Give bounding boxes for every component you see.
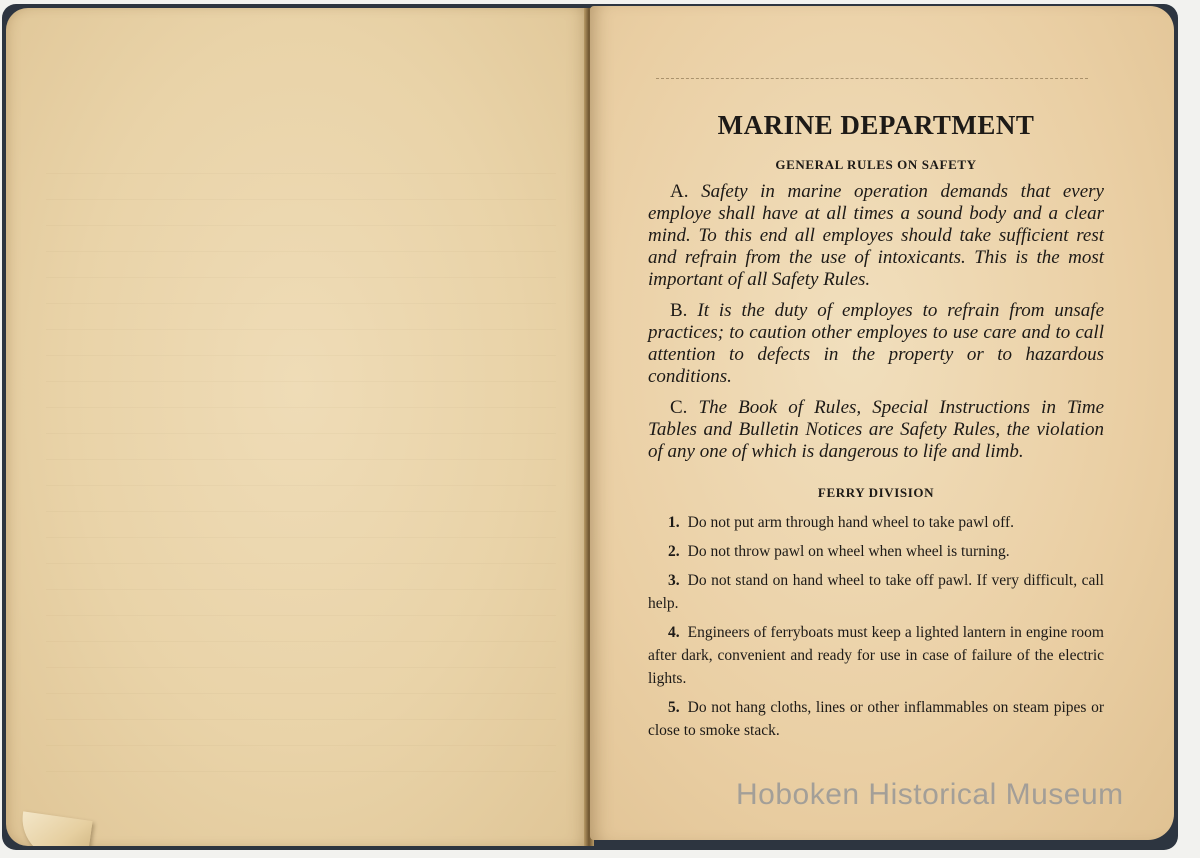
page-subtitle: GENERAL RULES ON SAFETY <box>775 157 977 172</box>
safety-rule-a <box>648 181 1104 291</box>
ferry-rule-3 <box>648 569 1104 615</box>
rule-text: Safety in marine operation demands that every employe shall have at all times a sound body and a clear mind. To this end all employes should take sufficient rest and refrain from the use of intoxicants. This is the most important of all Safety Rules. <box>648 181 1104 290</box>
rule-text: Do not put arm through hand wheel to take pawl off. <box>687 514 1015 531</box>
page-content <box>648 110 1104 748</box>
rule-number: 4. <box>668 624 680 641</box>
ferry-rule-5 <box>648 696 1104 742</box>
rule-text: Engineers of ferryboats must keep a lighted lantern in engine room after dark, convenient and ready for use in case of failure of the electric lights. <box>648 624 1104 687</box>
rule-number: 1. <box>668 514 680 531</box>
rule-text: It is the duty of employes to refrain from unsafe practices; to caution other employes to use care and to call attention to defects in the property or to hazardous conditions. <box>648 300 1105 387</box>
page-title: MARINE DEPARTMENT <box>717 110 1035 140</box>
rule-number: 3. <box>668 572 680 589</box>
safety-rule-b <box>648 300 1104 388</box>
rule-text: Do not throw pawl on wheel when wheel is turning. <box>687 543 1010 560</box>
rule-letter: A. <box>670 181 689 202</box>
rule-text: The Book of Rules, Special Instructions in Time Tables and Bulletin Notices are Safety Rules, the violation of any one of which is dangerous to life and limb. <box>648 397 1104 462</box>
safety-rule-c <box>648 397 1104 463</box>
bleed-through-texture <box>46 148 556 772</box>
rule-number: 5. <box>668 699 680 716</box>
section-title: FERRY DIVISION <box>817 485 935 500</box>
rule-text: Do not stand on hand wheel to take off pawl. If very difficult, call help. <box>648 572 1104 612</box>
museum-watermark: Hoboken Historical Museum <box>736 778 1124 811</box>
ferry-rule-4 <box>648 621 1104 690</box>
folded-page-corner <box>17 811 92 846</box>
ferry-rule-1 <box>648 511 1104 534</box>
rule-text: Do not hang cloths, lines or other inflammables on steam pipes or close to smoke stack. <box>648 699 1104 739</box>
right-page <box>590 6 1174 840</box>
left-page-blank <box>6 8 590 846</box>
rule-letter: B. <box>670 300 688 321</box>
header-rule <box>656 78 1088 79</box>
rule-number: 2. <box>668 543 680 560</box>
rule-letter: C. <box>670 397 688 418</box>
ferry-rule-2 <box>648 540 1104 563</box>
